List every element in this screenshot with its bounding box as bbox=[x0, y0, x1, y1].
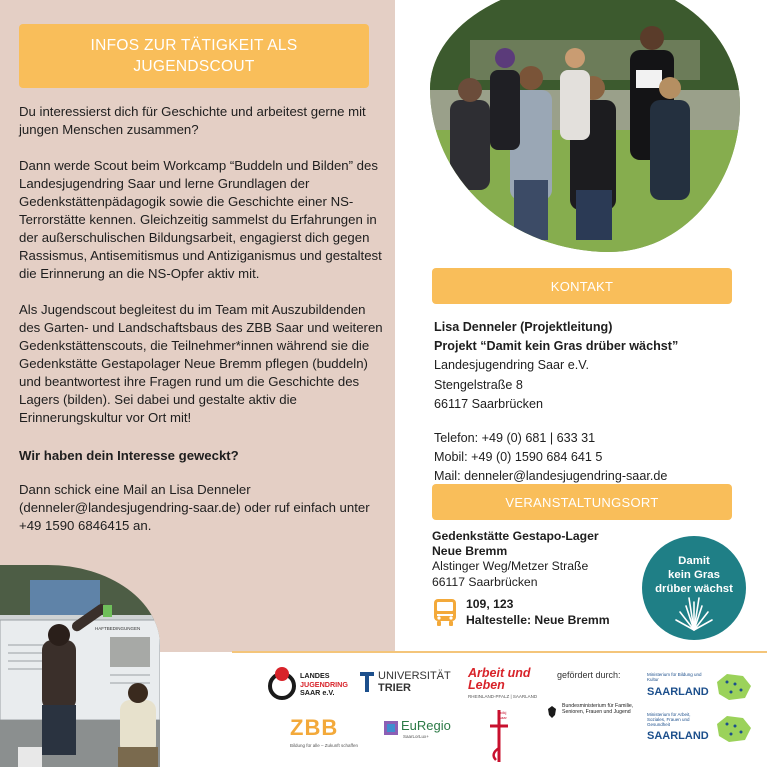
contact-mail: Mail: denneler@landesjugendring-saar.de bbox=[434, 469, 668, 484]
contact-phone: Telefon: +49 (0) 681 | 633 31 bbox=[434, 431, 596, 446]
contact-banner bbox=[432, 268, 732, 304]
group-photo bbox=[430, 0, 740, 252]
uni-trier-mark-icon bbox=[360, 672, 374, 692]
contact-details bbox=[434, 318, 754, 487]
uni-line2: TRIER bbox=[378, 682, 411, 694]
saar2-text: Ministerium für Arbeit, Soziales, Frauen und Gesundheit bbox=[647, 712, 691, 727]
grass-icon bbox=[674, 596, 714, 632]
group-photo-illustration bbox=[430, 0, 740, 252]
venue-city: 66117 Saarbrücken bbox=[432, 574, 538, 589]
venue-name-line2: Neue Bremm bbox=[432, 544, 508, 559]
ljr-line1: LANDES bbox=[300, 671, 330, 680]
logo-saarland-arbeit bbox=[647, 712, 757, 746]
contact-banner-label: KONTAKT bbox=[550, 278, 614, 294]
saar2-name: SAARLAND bbox=[647, 730, 709, 742]
venue-street: Alstinger Weg/Metzer Straße bbox=[432, 559, 589, 574]
info-banner bbox=[19, 24, 369, 88]
federal-eagle-icon bbox=[546, 705, 558, 719]
euregio-mark-icon bbox=[384, 721, 398, 735]
euregio-name: EuRegio bbox=[401, 718, 451, 733]
ljr-mark-icon bbox=[268, 666, 298, 700]
interest-question: Wir haben dein Interesse geweckt? bbox=[19, 448, 239, 463]
team-description: Als Jugendscout begleitest du im Team mit Auszubildenden des Garten- und Landschaftsbaus des ZBB Saar und weiteren Gedenkstättenscouts, die Teilnehmer*innen während sie die Gedenkstätte Gestapolager Neue Bremm pflegen (buddeln) und beantwortest ihre Fragen rund um die Geschichte des Lagers (bilden). Sei dabei und gestalte aktiv die Erinnerungskultur vor Ort mit! bbox=[19, 302, 383, 425]
funded-by-label: gefördert durch: bbox=[557, 670, 621, 680]
logo-uni-trier bbox=[360, 670, 460, 700]
aul-line2: Leben bbox=[468, 678, 505, 692]
footer-divider bbox=[232, 651, 767, 653]
logo-bdkj bbox=[488, 708, 510, 764]
contact-org: Landesjugendring Saar e.V. bbox=[434, 358, 589, 373]
bmfsfj-text: Bundesministerium für Familie, Senioren, Frauen und Jugend bbox=[562, 703, 634, 716]
bus-lines: 109, 123 bbox=[466, 597, 514, 611]
aul-line1: Arbeit und bbox=[468, 666, 531, 680]
logo-arbeit-und-leben bbox=[468, 667, 558, 703]
logo-euregio bbox=[384, 718, 464, 748]
saar1-text: Ministerium für Bildung und Kultur bbox=[647, 672, 702, 682]
contact-call-to-action: Dann schick eine Mail an Lisa Denneler (denneler@landesjugendring-saar.de) oder ruf einfach unter +49 1590 6846415 an. bbox=[19, 482, 370, 533]
logo-landesjugendring bbox=[268, 664, 358, 704]
contact-city: 66117 Saarbrücken bbox=[434, 396, 543, 411]
info-banner-label: INFOS ZUR TÄTIGKEIT ALS JUGENDSCOUT bbox=[90, 37, 298, 75]
saar1-name: SAARLAND bbox=[647, 686, 709, 698]
euregio-sub: SaarLorLux+ bbox=[403, 734, 429, 739]
svg-text:HAFTBEDINGUNGEN: HAFTBEDINGUNGEN bbox=[95, 626, 141, 631]
venue-banner bbox=[432, 484, 732, 520]
saarland-map-icon bbox=[713, 672, 753, 702]
bus-icon bbox=[432, 597, 458, 627]
badge-line2: kein Gras bbox=[668, 569, 720, 581]
intro-text: Du interessierst dich für Geschichte und arbeitest gerne mit jungen Menschen zusammen? bbox=[19, 104, 366, 137]
contact-name: Lisa Denneler (Projektleitung) bbox=[434, 320, 613, 334]
venue-name-line1: Gedenkstätte Gestapo-Lager bbox=[432, 529, 599, 543]
bdkj-name: bdkj saar bbox=[499, 710, 507, 720]
bus-stop: Haltestelle: Neue Bremm bbox=[466, 612, 610, 627]
contact-street: Stengelstraße 8 bbox=[434, 377, 523, 392]
contact-mobile: Mobil: +49 (0) 1590 684 641 5 bbox=[434, 450, 603, 465]
bus-info bbox=[432, 597, 610, 628]
logo-zbb bbox=[290, 715, 360, 759]
uni-line1: UNIVERSITÄT bbox=[378, 670, 451, 682]
logo-bmfsfj bbox=[546, 703, 641, 739]
saarland-map-icon-2 bbox=[713, 714, 753, 744]
contact-project: Projekt “Damit kein Gras drüber wächst” bbox=[434, 339, 679, 354]
zbb-sub: Bildung für alle – Zukunft schaffen bbox=[290, 743, 358, 748]
memorial-cleaning-photo bbox=[0, 565, 160, 767]
badge-line1: Damit bbox=[678, 555, 710, 567]
aul-sub: RHEINLAND-PFALZ | SAARLAND bbox=[468, 694, 538, 699]
badge-line3: drüber wächst bbox=[655, 583, 733, 595]
scout-description: Dann werde Scout beim Workcamp “Buddeln und Bilden” des Landesjugendring Saar und lerne Grundlagen der Gedenkstättenpädagogik sowie die Geschichte einer NS-Terrorstätte kennen. Gleichzeitig sammelst du Erfahrungen in der außerschulischen Bildungsarbeit, engagierst dich gegen Rassismus, Antisemitismus und Antiziganismus und gestaltest die Erinnerung an die NS-Opfer aktiv mit. bbox=[19, 158, 382, 281]
ljr-line2: JUGENDRING bbox=[300, 679, 348, 689]
ljr-line3: SAAR e.V. bbox=[300, 688, 335, 697]
venue-banner-label: VERANSTALTUNGSORT bbox=[505, 494, 659, 510]
logo-saarland-bildung bbox=[647, 672, 757, 706]
project-badge bbox=[642, 536, 746, 640]
venue-details bbox=[432, 529, 642, 590]
zbb-name: ZBB bbox=[290, 715, 339, 740]
memorial-photo-illustration bbox=[0, 565, 160, 767]
